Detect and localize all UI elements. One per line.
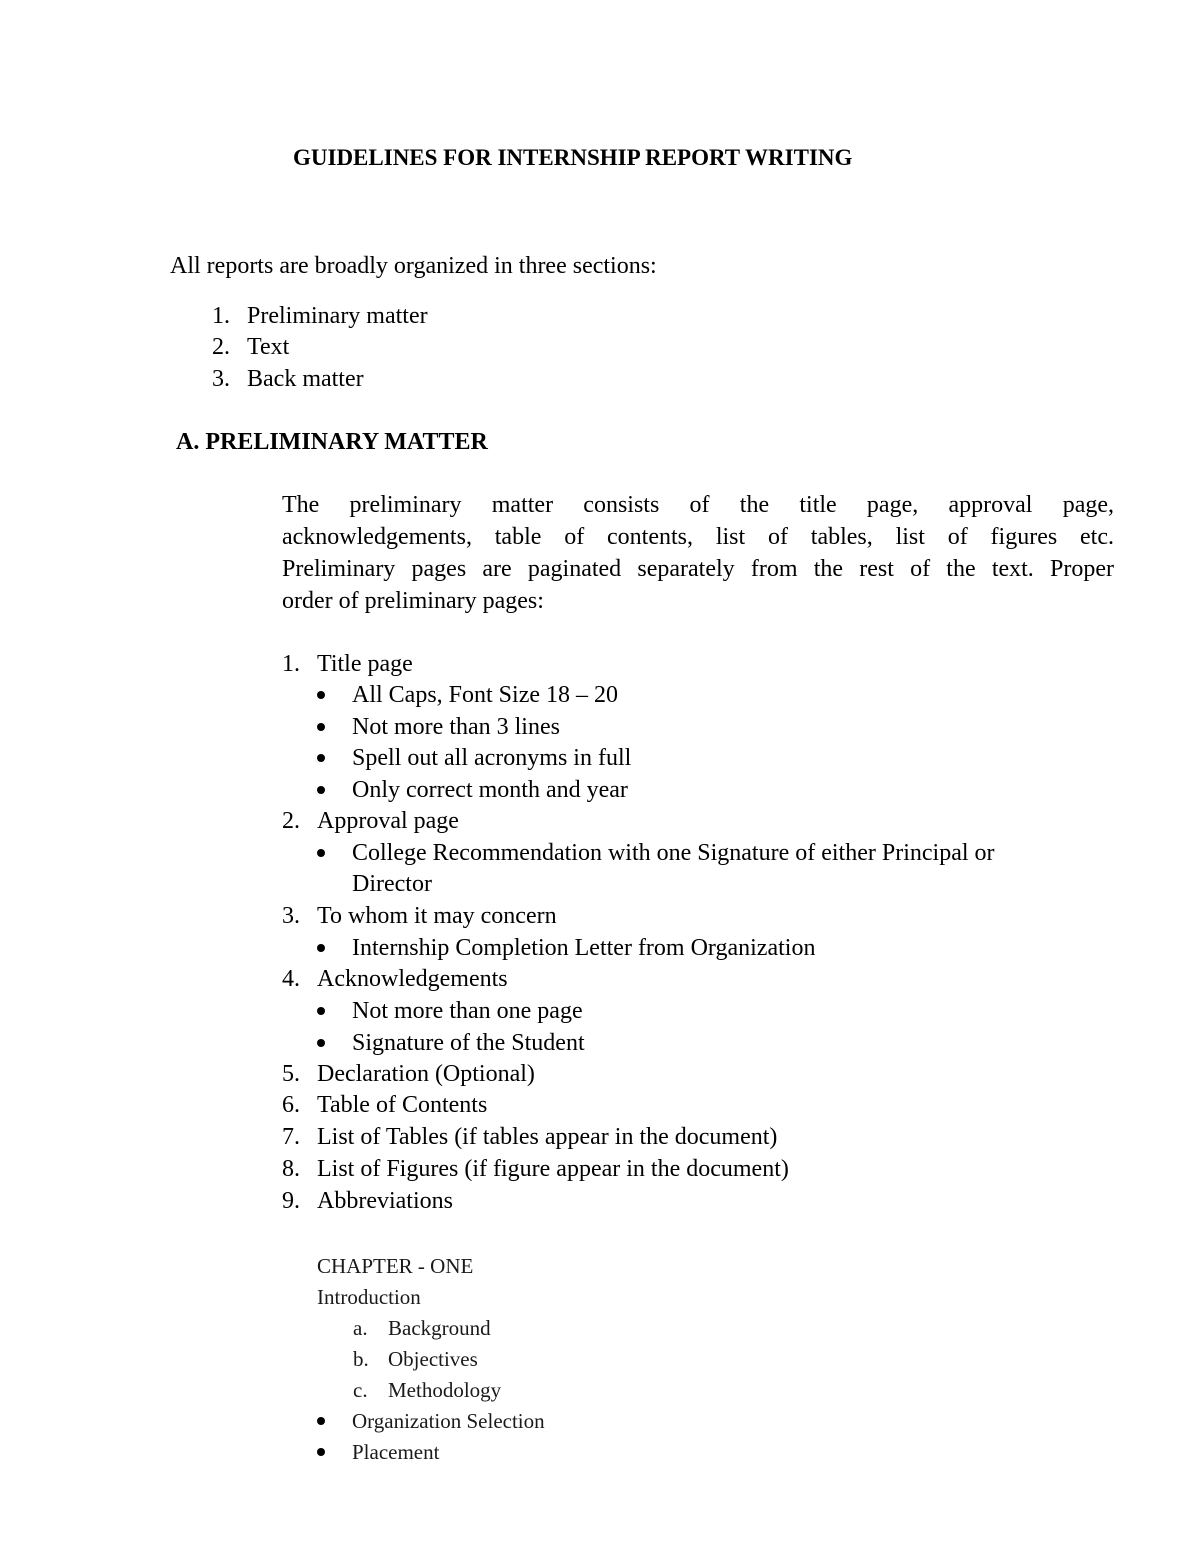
- preliminary-paragraph: [282, 489, 1114, 617]
- bullet-icon: [317, 1039, 325, 1047]
- list-item: Acknowledgements: [317, 966, 508, 992]
- bullet-item: Organization Selection: [352, 1409, 545, 1433]
- list-letter: a.: [353, 1316, 368, 1340]
- list-number: 7.: [282, 1124, 300, 1150]
- list-number: 3.: [212, 366, 230, 392]
- list-number: 2.: [212, 334, 230, 360]
- list-letter: b.: [353, 1347, 369, 1371]
- chapter-subheading: Introduction: [317, 1285, 421, 1309]
- list-number: 4.: [282, 966, 300, 992]
- list-number: 8.: [282, 1156, 300, 1182]
- bullet-icon: [317, 1417, 325, 1425]
- list-number: 9.: [282, 1188, 300, 1214]
- list-item: Title page: [317, 651, 413, 677]
- bullet-item: Not more than one page: [352, 998, 583, 1024]
- paragraph-line: Preliminary pages are paginated separately from the rest of the text. Proper: [282, 556, 1114, 582]
- bullet-icon: [317, 944, 325, 952]
- list-item: Back matter: [247, 366, 364, 392]
- list-item: Declaration (Optional): [317, 1061, 535, 1087]
- list-item: List of Figures (if figure appear in the document): [317, 1156, 789, 1182]
- bullet-item: Signature of the Student: [352, 1030, 585, 1056]
- document-title: GUIDELINES FOR INTERNSHIP REPORT WRITING: [293, 145, 853, 170]
- bullet-item: Internship Completion Letter from Organization: [352, 935, 816, 961]
- list-number: 6.: [282, 1092, 300, 1118]
- list-item: Preliminary matter: [247, 303, 428, 329]
- bullet-icon: [317, 1007, 325, 1015]
- list-number: 1.: [212, 303, 230, 329]
- bullet-icon: [317, 691, 325, 699]
- list-number: 3.: [282, 903, 300, 929]
- bullet-icon: [317, 1448, 325, 1456]
- list-item: Background: [388, 1316, 491, 1340]
- list-item: Objectives: [388, 1347, 478, 1371]
- list-letter: c.: [353, 1378, 368, 1402]
- paragraph-line: The preliminary matter consists of the title page, approval page,: [282, 492, 1114, 518]
- bullet-item: Only correct month and year: [352, 777, 628, 803]
- list-number: 1.: [282, 651, 300, 677]
- list-item: Text: [247, 334, 290, 360]
- list-number: 2.: [282, 808, 300, 834]
- bullet-icon: [317, 754, 325, 762]
- list-number: 5.: [282, 1061, 300, 1087]
- bullet-item: Spell out all acronyms in full: [352, 745, 632, 771]
- section-heading: A. PRELIMINARY MATTER: [176, 429, 488, 455]
- list-item: To whom it may concern: [317, 903, 557, 929]
- list-item: Methodology: [388, 1378, 502, 1402]
- paragraph-line: acknowledgements, table of contents, list of tables, list of figures etc.: [282, 524, 1114, 550]
- paragraph-line: order of preliminary pages:: [282, 588, 544, 614]
- list-item: List of Tables (if tables appear in the document): [317, 1124, 778, 1150]
- list-item: Table of Contents: [317, 1092, 488, 1118]
- bullet-item: All Caps, Font Size 18 – 20: [352, 682, 619, 708]
- chapter-heading: CHAPTER - ONE: [317, 1254, 474, 1278]
- bullet-item: Not more than 3 lines: [352, 714, 560, 740]
- list-item: Abbreviations: [317, 1188, 453, 1214]
- bullet-item: College Recommendation with one Signature of either Principal or: [352, 840, 995, 866]
- bullet-icon: [317, 723, 325, 731]
- list-item: Approval page: [317, 808, 459, 834]
- bullet-icon: [317, 786, 325, 794]
- bullet-item: Placement: [352, 1440, 440, 1464]
- intro-text: All reports are broadly organized in three sections:: [170, 253, 657, 279]
- bullet-item-continued: Director: [352, 871, 432, 897]
- bullet-icon: [317, 849, 325, 857]
